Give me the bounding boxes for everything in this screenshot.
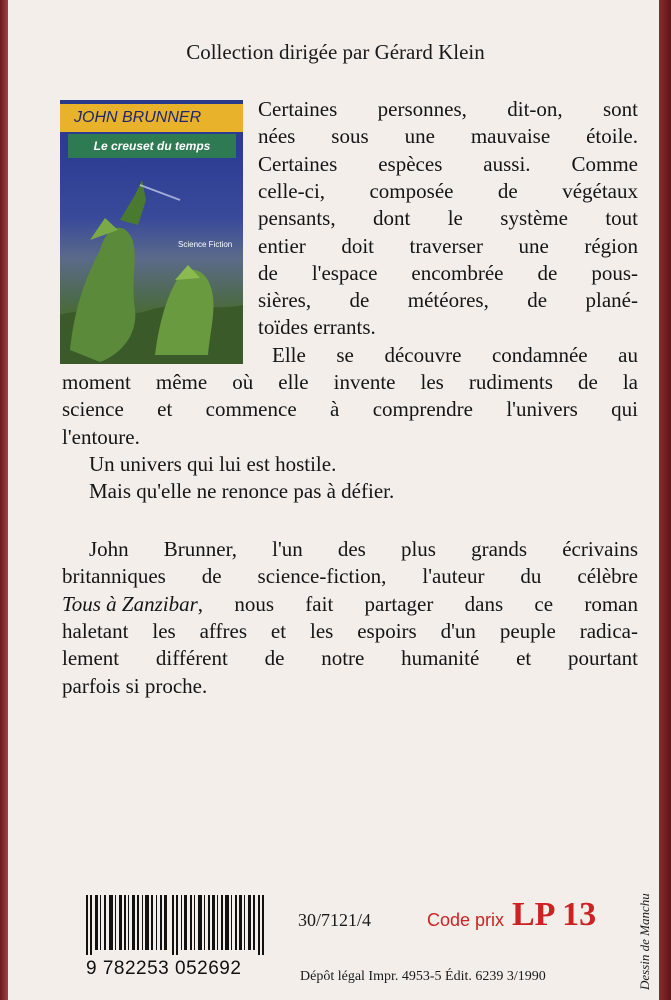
barcode-number: 9 782253 052692 [86,958,242,979]
author-para-line: parfois si proche. [62,673,208,698]
blurb-line: de l'espace encombrée de pous- [258,260,638,285]
cover-title: Le creuset du temps [68,134,236,158]
price-code-label: Code prix [427,910,505,930]
blurb-line: nées sous une mauvaise étoile. [258,124,638,149]
price-code-value: LP 13 [512,896,597,933]
blurb-line: moment même où elle invente les rudiments de la [62,370,638,394]
cover-author: JOHN BRUNNER [60,104,243,132]
blurb-line: l'entoure. [62,424,140,449]
blurb-line: Certaines espèces aussi. Comme [258,151,638,176]
blurb-line: celle-ci, composée de végétaux [258,178,638,203]
blurb-line: toïdes errants. [258,315,376,340]
blurb-text [0,96,671,736]
famous-book-title: Tous à Zanzibar [62,591,198,616]
blurb-line: Mais qu'elle ne renonce pas à défier. [89,479,395,504]
cover-genre-label: Science Fiction [178,240,233,249]
blurb-line: sières, de météores, de plané- [258,288,638,313]
blurb-line: Un univers qui lui est hostile. [89,451,337,476]
author-para-line: haletant les affres et les espoirs d'un peuple radica- [62,618,638,643]
illustration-credit: Dessin de Manchu [637,893,652,990]
author-para-line: lement différent de notre humanité et pourtant [62,646,638,671]
blurb-line: science et commence à comprendre l'univers qui [62,397,638,422]
author-para-line-rest: , nous fait partager dans ce roman [197,591,638,616]
author-para-line: britanniques de science-fiction, l'auteur du célèbre [62,564,638,589]
blurb-line: Elle se découvre condamnée au [272,342,638,367]
blurb-line: pensants, dont le système tout [258,206,638,231]
blurb-line: Certaines personnes, dit-on, sont [258,97,638,121]
barcode [86,895,266,955]
legal-deposit: Dépôt légal Impr. 4953-5 Édit. 6239 3/1990 [300,969,546,984]
collection-heading: Collection dirigée par Gérard Klein [186,40,485,64]
catalog-number: 30/7121/4 [298,910,372,930]
author-para-line: John Brunner, l'un des plus grands écrivains [89,537,638,561]
blurb-line: entier doit traverser une région [258,233,638,258]
author-para-line [62,591,638,618]
